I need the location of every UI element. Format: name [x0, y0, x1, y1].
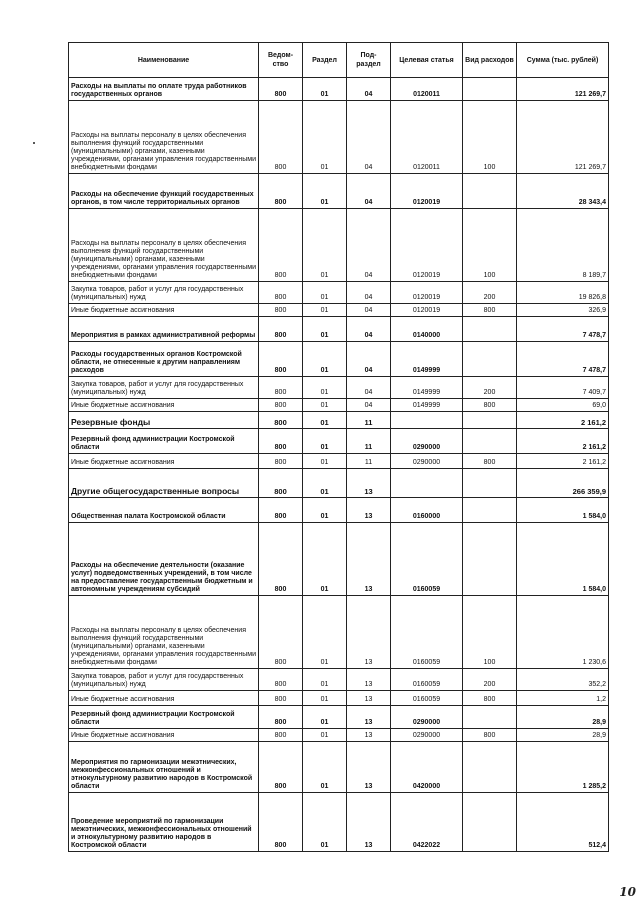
- table-row: [69, 209, 609, 282]
- header-target: Целевая статья: [391, 43, 463, 78]
- row-sum-cell: 1 584,0: [517, 523, 609, 596]
- row-dept-cell: 800: [259, 793, 303, 852]
- row-section-cell: 01: [303, 209, 347, 282]
- table-row: [69, 742, 609, 793]
- row-dept-cell: 800: [259, 399, 303, 412]
- header-sum: Сумма (тыс. рублей): [517, 43, 609, 78]
- row-target-cell: 0120019: [391, 174, 463, 209]
- row-type-cell: [463, 317, 517, 342]
- row-sum-cell: 326,9: [517, 304, 609, 317]
- row-section-cell: 01: [303, 691, 347, 706]
- row-subsection-cell: 13: [347, 706, 391, 729]
- row-target-cell: 0140000: [391, 317, 463, 342]
- row-subsection-cell: 13: [347, 523, 391, 596]
- table-row: [69, 729, 609, 742]
- row-dept-cell: 800: [259, 498, 303, 523]
- row-target-cell: 0160000: [391, 498, 463, 523]
- row-subsection-cell: 04: [347, 304, 391, 317]
- row-section-cell: 01: [303, 101, 347, 174]
- row-dept-cell: 800: [259, 78, 303, 101]
- row-name-cell: Иные бюджетные ассигнования: [69, 304, 259, 317]
- row-type-cell: 200: [463, 282, 517, 304]
- row-dept-cell: 800: [259, 282, 303, 304]
- row-section-cell: 01: [303, 78, 347, 101]
- row-name-cell: Иные бюджетные ассигнования: [69, 454, 259, 469]
- table-row: [69, 282, 609, 304]
- row-subsection-cell: 04: [347, 282, 391, 304]
- row-type-cell: [463, 523, 517, 596]
- row-target-cell: [391, 469, 463, 498]
- row-sum-cell: 2 161,2: [517, 429, 609, 454]
- header-section: Раздел: [303, 43, 347, 78]
- row-target-cell: 0120011: [391, 78, 463, 101]
- row-type-cell: 800: [463, 399, 517, 412]
- row-sum-cell: 69,0: [517, 399, 609, 412]
- row-sum-cell: 1 230,6: [517, 596, 609, 669]
- row-sum-cell: 121 269,7: [517, 78, 609, 101]
- table-row: [69, 706, 609, 729]
- row-type-cell: [463, 342, 517, 377]
- row-subsection-cell: 13: [347, 669, 391, 691]
- row-target-cell: 0149999: [391, 399, 463, 412]
- row-name-cell: Расходы на выплаты персоналу в целях обеспечения выполнения функций государственными (муниципальными) органами, казенными учреждениями, органами управления государственными внебюджетными фондами: [69, 209, 259, 282]
- header-dept: Ведом-ство: [259, 43, 303, 78]
- row-section-cell: 01: [303, 742, 347, 793]
- header-subsection: Под-раздел: [347, 43, 391, 78]
- table-row: [69, 101, 609, 174]
- row-subsection-cell: 04: [347, 78, 391, 101]
- row-sum-cell: 7 409,7: [517, 377, 609, 399]
- header-type: Вид расходов: [463, 43, 517, 78]
- row-name-cell: Расходы государственных органов Костромской области, не отнесенные к другим направлениям расходов: [69, 342, 259, 377]
- row-name-cell: Общественная палата Костромской области: [69, 498, 259, 523]
- row-subsection-cell: 13: [347, 691, 391, 706]
- table-row: [69, 342, 609, 377]
- table-row: [69, 317, 609, 342]
- row-target-cell: 0149999: [391, 377, 463, 399]
- row-target-cell: 0160059: [391, 691, 463, 706]
- row-name-cell: Мероприятия по гармонизации межэтнических, межконфессиональных отношений и этнокультурному развитию народов в Костромской области: [69, 742, 259, 793]
- row-type-cell: [463, 793, 517, 852]
- table-row: [69, 691, 609, 706]
- row-name-cell: Расходы на выплаты по оплате труда работников государственных органов: [69, 78, 259, 101]
- row-dept-cell: 800: [259, 342, 303, 377]
- row-name-cell: Резервные фонды: [69, 412, 259, 429]
- row-name-cell: Иные бюджетные ассигнования: [69, 729, 259, 742]
- row-section-cell: 01: [303, 399, 347, 412]
- table-row: [69, 669, 609, 691]
- row-name-cell: Расходы на выплаты персоналу в целях обеспечения выполнения функций государственными (муниципальными) органами, казенными учреждениями, органами управления государственными внебюджетными фондами: [69, 101, 259, 174]
- row-name-cell: Проведение мероприятий по гармонизации межэтнических, межконфессиональных отношений и этнокультурному развитию народов в Костромской области: [69, 793, 259, 852]
- row-name-cell: Закупка товаров, работ и услуг для государственных (муниципальных) нужд: [69, 282, 259, 304]
- row-type-cell: 100: [463, 209, 517, 282]
- row-sum-cell: 1,2: [517, 691, 609, 706]
- row-type-cell: [463, 429, 517, 454]
- row-type-cell: [463, 174, 517, 209]
- row-section-cell: 01: [303, 342, 347, 377]
- row-sum-cell: 19 826,8: [517, 282, 609, 304]
- row-type-cell: [463, 78, 517, 101]
- header-name: Наименование: [69, 43, 259, 78]
- row-name-cell: Иные бюджетные ассигнования: [69, 691, 259, 706]
- row-subsection-cell: 13: [347, 793, 391, 852]
- row-name-cell: Расходы на обеспечение функций государственных органов, в том числе территориальных органов: [69, 174, 259, 209]
- row-dept-cell: 800: [259, 304, 303, 317]
- row-target-cell: 0149999: [391, 342, 463, 377]
- row-dept-cell: 800: [259, 317, 303, 342]
- row-section-cell: 01: [303, 454, 347, 469]
- row-section-cell: 01: [303, 469, 347, 498]
- row-section-cell: 01: [303, 317, 347, 342]
- table-row: [69, 412, 609, 429]
- row-type-cell: 200: [463, 377, 517, 399]
- table-row: [69, 469, 609, 498]
- row-name-cell: Иные бюджетные ассигнования: [69, 399, 259, 412]
- row-dept-cell: 800: [259, 209, 303, 282]
- row-sum-cell: 7 478,7: [517, 342, 609, 377]
- row-section-cell: 01: [303, 669, 347, 691]
- row-type-cell: 800: [463, 691, 517, 706]
- row-sum-cell: 28,9: [517, 729, 609, 742]
- row-subsection-cell: 04: [347, 377, 391, 399]
- row-sum-cell: 28,9: [517, 706, 609, 729]
- row-target-cell: 0290000: [391, 429, 463, 454]
- row-name-cell: Расходы на обеспечение деятельности (оказание услуг) подведомственных учреждений, в том числе на предоставление государственным бюджетным и автономным учреждениям субсидий: [69, 523, 259, 596]
- row-name-cell: Резервный фонд администрации Костромской области: [69, 706, 259, 729]
- row-section-cell: 01: [303, 282, 347, 304]
- row-dept-cell: 800: [259, 101, 303, 174]
- row-name-cell: Расходы на выплаты персоналу в целях обеспечения выполнения функций государственными (муниципальными) органами, казенными учреждениями, органами управления государственными внебюджетными фондами: [69, 596, 259, 669]
- row-subsection-cell: 11: [347, 429, 391, 454]
- row-section-cell: 01: [303, 304, 347, 317]
- row-section-cell: 01: [303, 174, 347, 209]
- row-section-cell: 01: [303, 429, 347, 454]
- row-type-cell: 800: [463, 454, 517, 469]
- row-sum-cell: 1 584,0: [517, 498, 609, 523]
- row-subsection-cell: 04: [347, 101, 391, 174]
- budget-table: [68, 42, 609, 852]
- row-type-cell: [463, 706, 517, 729]
- row-target-cell: 0120019: [391, 282, 463, 304]
- row-target-cell: 0290000: [391, 454, 463, 469]
- row-section-cell: 01: [303, 498, 347, 523]
- row-target-cell: 0120019: [391, 209, 463, 282]
- table-row: [69, 399, 609, 412]
- row-dept-cell: 800: [259, 377, 303, 399]
- row-subsection-cell: 04: [347, 209, 391, 282]
- row-target-cell: 0160059: [391, 669, 463, 691]
- row-subsection-cell: 04: [347, 317, 391, 342]
- table-row: [69, 596, 609, 669]
- row-type-cell: [463, 469, 517, 498]
- table-body: [69, 78, 609, 852]
- table-row: [69, 454, 609, 469]
- row-subsection-cell: 11: [347, 454, 391, 469]
- row-sum-cell: 121 269,7: [517, 101, 609, 174]
- row-section-cell: 01: [303, 412, 347, 429]
- table-row: [69, 78, 609, 101]
- row-name-cell: Закупка товаров, работ и услуг для государственных (муниципальных) нужд: [69, 377, 259, 399]
- row-dept-cell: 800: [259, 523, 303, 596]
- row-subsection-cell: 04: [347, 174, 391, 209]
- row-sum-cell: 352,2: [517, 669, 609, 691]
- row-name-cell: Мероприятия в рамках административной реформы: [69, 317, 259, 342]
- row-section-cell: 01: [303, 377, 347, 399]
- table-row: [69, 304, 609, 317]
- row-sum-cell: 1 285,2: [517, 742, 609, 793]
- row-section-cell: 01: [303, 729, 347, 742]
- row-dept-cell: 800: [259, 596, 303, 669]
- row-section-cell: 01: [303, 706, 347, 729]
- row-dept-cell: 800: [259, 454, 303, 469]
- row-target-cell: 0120011: [391, 101, 463, 174]
- row-dept-cell: 800: [259, 691, 303, 706]
- row-section-cell: 01: [303, 596, 347, 669]
- row-sum-cell: 7 478,7: [517, 317, 609, 342]
- row-section-cell: 01: [303, 523, 347, 596]
- row-sum-cell: 28 343,4: [517, 174, 609, 209]
- row-dept-cell: 800: [259, 412, 303, 429]
- stray-mark: [33, 142, 35, 144]
- row-type-cell: [463, 412, 517, 429]
- row-dept-cell: 800: [259, 174, 303, 209]
- row-dept-cell: 800: [259, 706, 303, 729]
- row-target-cell: 0422022: [391, 793, 463, 852]
- row-dept-cell: 800: [259, 469, 303, 498]
- row-subsection-cell: 13: [347, 729, 391, 742]
- row-target-cell: 0160059: [391, 596, 463, 669]
- row-sum-cell: 2 161,2: [517, 412, 609, 429]
- table-row: [69, 793, 609, 852]
- row-type-cell: 800: [463, 729, 517, 742]
- row-dept-cell: 800: [259, 742, 303, 793]
- row-section-cell: 01: [303, 793, 347, 852]
- row-type-cell: 800: [463, 304, 517, 317]
- row-name-cell: Резервный фонд администрации Костромской области: [69, 429, 259, 454]
- row-sum-cell: 512,4: [517, 793, 609, 852]
- row-type-cell: 100: [463, 596, 517, 669]
- row-subsection-cell: 11: [347, 412, 391, 429]
- row-subsection-cell: 13: [347, 742, 391, 793]
- row-type-cell: 200: [463, 669, 517, 691]
- table-row: [69, 523, 609, 596]
- row-type-cell: [463, 498, 517, 523]
- row-sum-cell: 8 189,7: [517, 209, 609, 282]
- row-target-cell: 0120019: [391, 304, 463, 317]
- row-sum-cell: 266 359,9: [517, 469, 609, 498]
- table-row: [69, 174, 609, 209]
- row-subsection-cell: 04: [347, 342, 391, 377]
- row-subsection-cell: 13: [347, 469, 391, 498]
- row-target-cell: 0290000: [391, 729, 463, 742]
- row-dept-cell: 800: [259, 669, 303, 691]
- row-type-cell: 100: [463, 101, 517, 174]
- row-target-cell: 0160059: [391, 523, 463, 596]
- row-target-cell: [391, 412, 463, 429]
- table-row: [69, 377, 609, 399]
- table-header-row: [69, 43, 609, 78]
- row-target-cell: 0290000: [391, 706, 463, 729]
- row-target-cell: 0420000: [391, 742, 463, 793]
- row-subsection-cell: 04: [347, 399, 391, 412]
- row-subsection-cell: 13: [347, 498, 391, 523]
- page-number: 10: [619, 885, 636, 899]
- table-row: [69, 498, 609, 523]
- row-name-cell: Закупка товаров, работ и услуг для государственных (муниципальных) нужд: [69, 669, 259, 691]
- row-sum-cell: 2 161,2: [517, 454, 609, 469]
- row-name-cell: Другие общегосударственные вопросы: [69, 469, 259, 498]
- row-type-cell: [463, 742, 517, 793]
- table-row: [69, 429, 609, 454]
- row-dept-cell: 800: [259, 429, 303, 454]
- row-dept-cell: 800: [259, 729, 303, 742]
- row-subsection-cell: 13: [347, 596, 391, 669]
